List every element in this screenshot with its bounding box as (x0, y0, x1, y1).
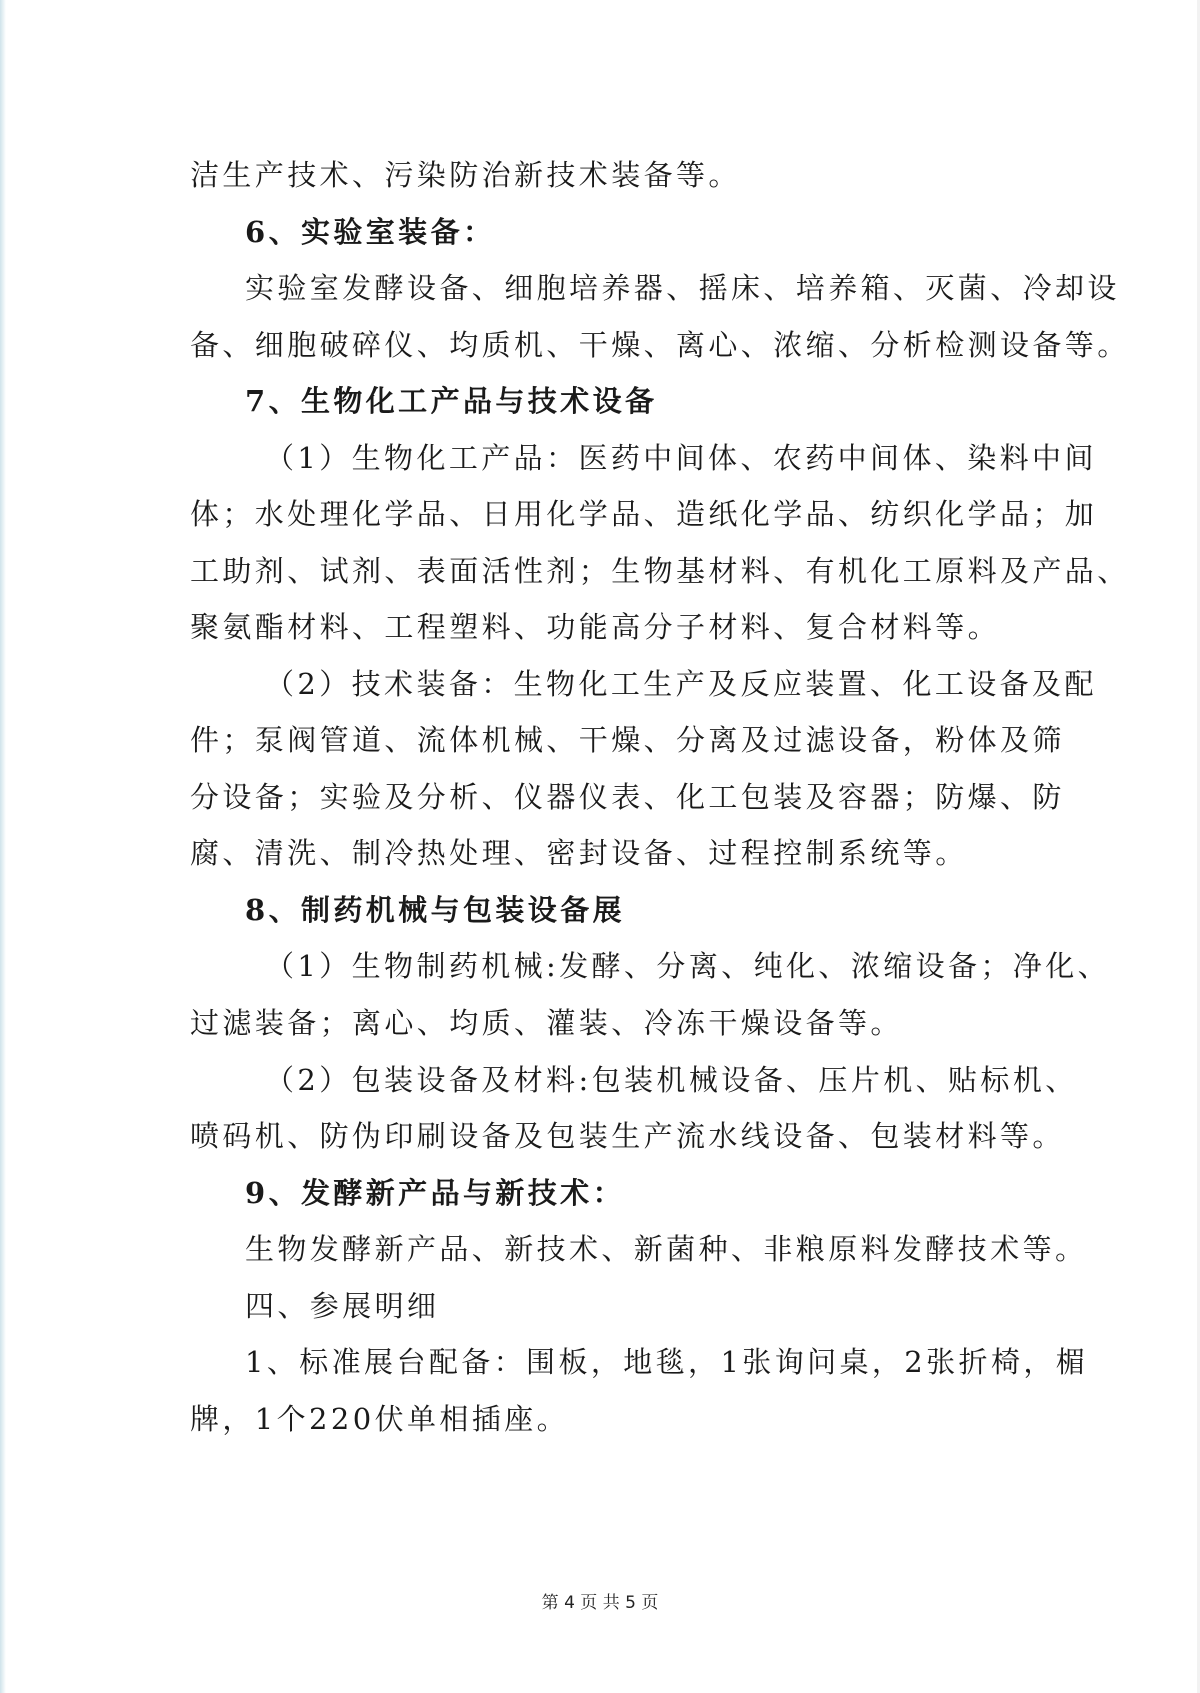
section-heading: 7、生物化工产品与技术设备 (245, 384, 658, 418)
text-line: 件；泵阀管道、流体机械、干燥、分离及过滤设备，粉体及筛 (190, 723, 1065, 757)
text-line: 工助剂、试剂、表面活性剂；生物基材料、有机化工原料及产品、 (190, 554, 1130, 588)
section-heading: 9、发酵新产品与新技术： (245, 1176, 625, 1210)
text-line: 过滤装备；离心、均质、灌装、冷冻干燥设备等。 (190, 1006, 903, 1040)
text-line: 腐、清洗、制冷热处理、密封设备、过程控制系统等。 (190, 836, 968, 870)
text-line: 喷码机、防伪印刷设备及包装生产流水线设备、包装材料等。 (190, 1119, 1065, 1153)
text-line: 分设备；实验及分析、仪器仪表、化工包装及容器；防爆、防 (190, 780, 1065, 814)
text-line: 聚氨酯材料、工程塑料、功能高分子材料、复合材料等。 (190, 610, 1001, 644)
section-heading: 四、参展明细 (245, 1289, 440, 1323)
section-heading: 8、制药机械与包装设备展 (245, 893, 625, 927)
text-line: 洁生产技术、污染防治新技术装备等。 (190, 158, 741, 192)
page-number-footer: 第 4 页 共 5 页 (541, 1593, 659, 1613)
text-line: （1）生物制药机械:发酵、分离、纯化、浓缩设备；净化、 (265, 949, 1111, 983)
text-line: （2）包装设备及材料:包装机械设备、压片机、贴标机、 (265, 1063, 1078, 1097)
text-line: 实验室发酵设备、细胞培养器、摇床、培养箱、灭菌、冷却设 (245, 271, 1120, 305)
text-line: （2）技术装备：生物化工生产及反应装置、化工设备及配 (265, 667, 1097, 701)
text-line: 体；水处理化学品、日用化学品、造纸化学品、纺织化学品；加 (190, 497, 1098, 531)
text-line: （1）生物化工产品：医药中间体、农药中间体、染料中间 (265, 441, 1097, 475)
text-line: 牌，1个220伏单相插座。 (190, 1402, 570, 1436)
scan-edge (0, 0, 6, 1693)
text-line: 生物发酵新产品、新技术、新菌种、非粮原料发酵技术等。 (245, 1232, 1088, 1266)
section-heading: 6、实验室装备： (245, 215, 496, 249)
text-line: 备、细胞破碎仪、均质机、干燥、离心、浓缩、分析检测设备等。 (190, 328, 1130, 362)
text-line: 1、标准展台配备：围板，地毯，1张询问桌，2张折椅，楣 (245, 1345, 1089, 1379)
